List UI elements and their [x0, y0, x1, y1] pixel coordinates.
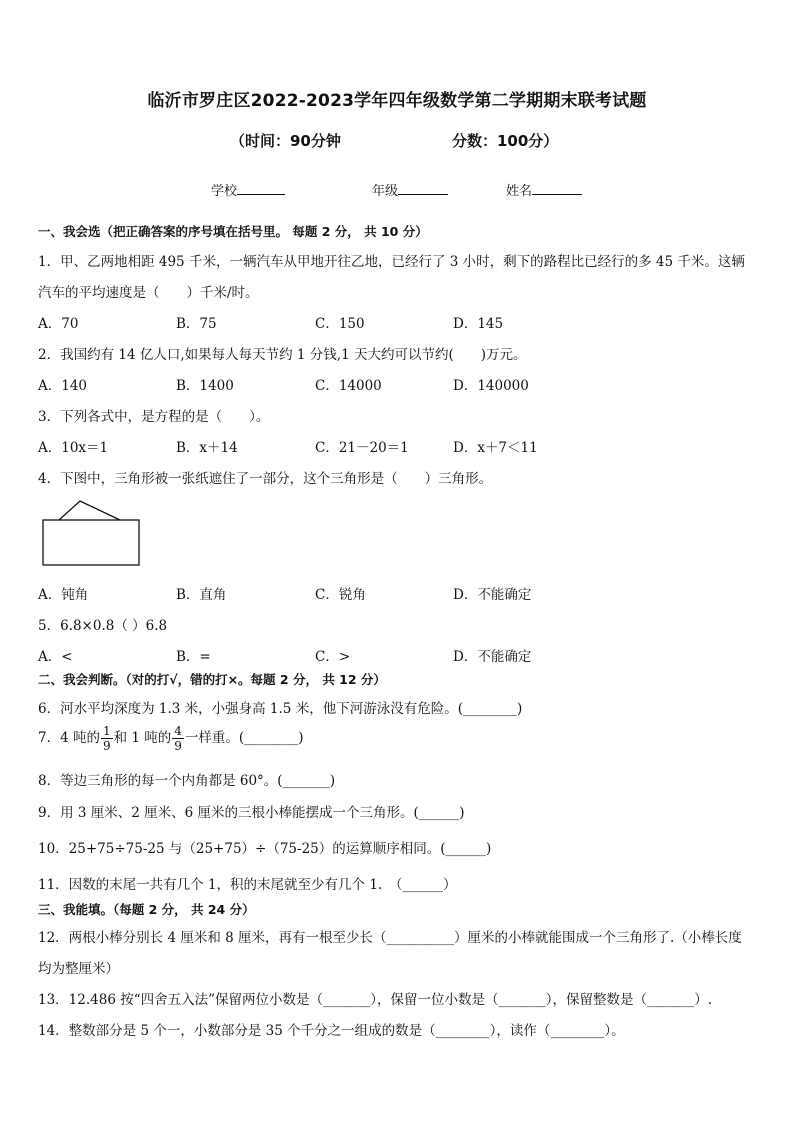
q4-option-c[interactable]: C．锐角 — [315, 587, 366, 603]
question-5: 5．6.8×0.8（ ）6.8 — [38, 618, 168, 634]
q4-option-a[interactable]: A．钝角 — [38, 587, 89, 603]
question-6: 6．河水平均深度为 1.3 米，小强身高 1.5 米，他下河游泳没有危险。(________) — [38, 701, 523, 717]
question-1-line-1: 1．甲、乙两地相距 495 千米，一辆汽车从甲地开往乙地，已经行了 3 小时，剩下的路程比已经行的多 45 千米。这辆 — [38, 254, 745, 270]
q5-option-d[interactable]: D．不能确定 — [453, 649, 532, 665]
q2-option-b[interactable]: B．1400 — [176, 378, 234, 394]
name-field — [506, 180, 582, 199]
q2-option-a[interactable]: A．140 — [38, 378, 88, 394]
covered-triangle-figure — [40, 498, 142, 568]
q5-option-b[interactable]: B．= — [176, 649, 211, 665]
q1-option-b[interactable]: B．75 — [176, 316, 217, 332]
fraction-one-ninth: $\frac{1}{9}$ — [102, 724, 111, 753]
q3-option-d[interactable]: D．x＋7＜11 — [453, 440, 538, 456]
question-4: 4．下图中，三角形被一张纸遮住了一部分，这个三角形是（ ）三角形。 — [38, 471, 493, 487]
section-3-heading: 三、我能填。（每题 2 分， 共 24 分） — [38, 902, 255, 917]
school-blank[interactable] — [237, 181, 285, 195]
question-14: 14．整数部分是 5 个一，小数部分是 35 个千分之一组成的数是（________），读作（________）。 — [38, 1023, 625, 1039]
triangle-top-edges — [59, 501, 120, 520]
q7-text-b: 和 1 吨的 — [113, 730, 172, 746]
exam-score: 分数：100分） — [452, 132, 559, 150]
q2-option-c[interactable]: C．14000 — [315, 378, 382, 394]
covering-paper-rect — [43, 520, 139, 565]
grade-blank[interactable] — [398, 181, 448, 195]
question-12-line-2: 均为整厘米） — [38, 961, 119, 977]
q1-option-c[interactable]: C．150 — [315, 316, 365, 332]
q5-option-a[interactable]: A．< — [38, 649, 73, 665]
fraction-four-ninths: $\frac{4}{9}$ — [174, 724, 182, 753]
question-13: 13．12.486 按“四舍五入法”保留两位小数是（_______），保留一位小数是（_______），保留整数是（_______）. — [38, 992, 713, 1008]
question-2: 2．我国约有 14 亿人口,如果每人每天节约 1 分钱,1 天大约可以节约( )万元。 — [38, 347, 527, 363]
q1-option-d[interactable]: D．145 — [453, 316, 504, 332]
school-label: 学校 — [211, 184, 238, 199]
section-1-heading: 一、我会选（把正确答案的序号填在括号里。 每题 2 分， 共 10 分） — [38, 224, 428, 239]
q1-option-a[interactable]: A．70 — [38, 316, 79, 332]
question-1-line-2: 汽车的平均速度是（ ）千米/时。 — [38, 285, 259, 301]
question-3: 3．下列各式中，是方程的是（ ）。 — [38, 409, 270, 425]
q5-option-c[interactable]: C．> — [315, 649, 351, 665]
section-2-heading: 二、我会判断。（对的打√，错的打×。每题 2 分， 共 12 分） — [38, 672, 386, 687]
q3-option-c[interactable]: C．21－20＝1 — [315, 440, 409, 456]
q3-option-b[interactable]: B．x＋14 — [176, 440, 238, 456]
grade-field — [372, 180, 448, 199]
question-10: 10．25+75÷75-25 与（25+75）÷（75-25）的运算顺序相同。(______) — [38, 841, 492, 857]
question-8: 8．等边三角形的每一个内角都是 60°。(_______) — [38, 773, 336, 789]
grade-label: 年级 — [372, 184, 399, 199]
exam-time: （时间：90分钟 — [230, 132, 341, 150]
question-12-line-1: 12．两根小棒分别长 4 厘米和 8 厘米，再有一根至少长（__________）厘米的小棒就能围成一个三角形了.（小棒长度 — [38, 930, 742, 946]
question-9: 9．用 3 厘米、2 厘米、6 厘米的三根小棒能摆成一个三角形。(______) — [38, 805, 465, 821]
name-label: 姓名 — [506, 184, 533, 199]
question-11: 11．因数的末尾一共有几个 1，积的末尾就至少有几个 1. （______） — [38, 877, 457, 893]
name-blank[interactable] — [532, 181, 582, 195]
q3-option-a[interactable]: A．10x＝1 — [38, 440, 109, 456]
school-field — [211, 180, 285, 199]
page-title: 临沂市罗庄区2022-2023学年四年级数学第二学期期末联考试题 — [147, 91, 647, 111]
q7-text-c: 一样重。(________) — [184, 730, 304, 746]
question-7 — [38, 724, 303, 753]
q7-text-a: 7．4 吨的 — [38, 730, 100, 746]
q2-option-d[interactable]: D．140000 — [453, 378, 529, 394]
q4-option-b[interactable]: B．直角 — [176, 587, 227, 603]
q4-option-d[interactable]: D．不能确定 — [453, 587, 532, 603]
